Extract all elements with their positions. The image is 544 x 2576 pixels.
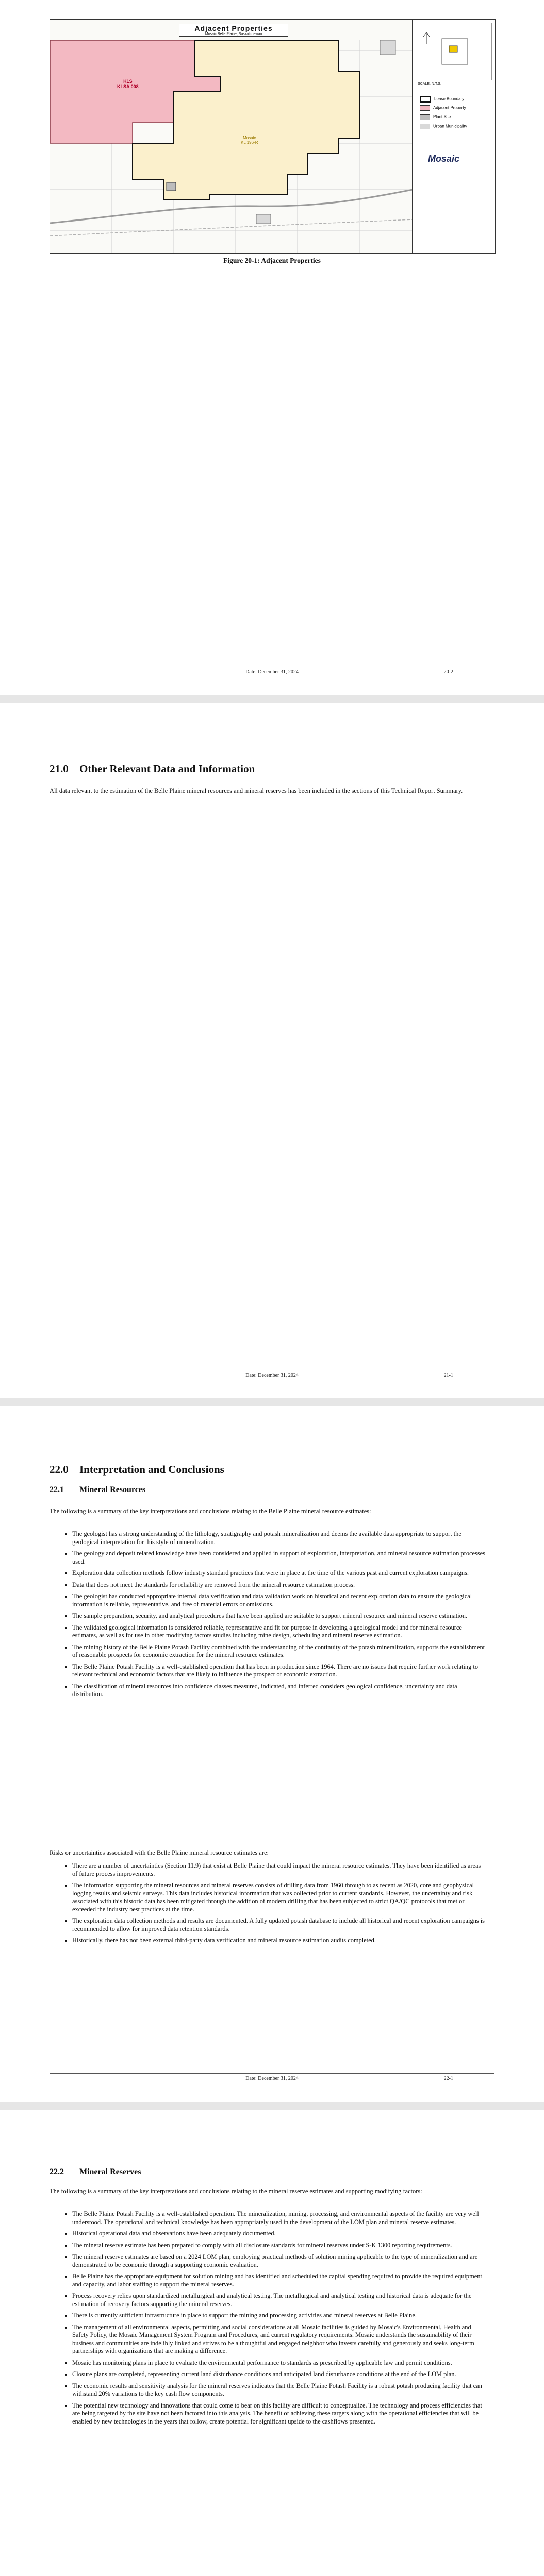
list-item: • There are a number of uncertainties (Section 11.9) that exist at Belle Plaine that could impact the mineral resource estimates. They have been identified as areas of future process improvements. [72,1862,487,1878]
intro-paragraph: The following is a summary of the key interpretations and conclusions relating to the mineral reserve estimates and supporting modifying factors: [50,2188,422,2195]
resource-bullet-list [50,1530,487,1702]
list-item: • The Belle Plaine Potash Facility is a well-established operation that has been in production since 1964. There are no issues that require further work relating to relevant technical and economic factors that are likely to influence the prospect of economic extraction. [72,1663,487,1679]
figure-caption: Figure 20-1: Adjacent Properties [223,257,321,264]
map-legend [412,20,495,253]
section-number: 21.0 [50,762,69,775]
list-item: • Data that does not meet the standards for reliability are removed from the mineral resource estimation process. [72,1581,487,1589]
list-item: • The mineral reserve estimate has been prepared to comply with all disclosure standards for mineral reserves under S-K 1300 reporting requirements. [72,2242,487,2250]
subsection-number: 22.1 [50,1485,64,1494]
page-number: 22-1 [443,2076,453,2081]
footer-date: Date: December 31, 2024 [245,669,299,675]
list-item: • The geology and deposit related knowledge have been considered and applied in support of exploration, interpretation, and mineral resource estimation processes used. [72,1550,487,1566]
list-item: • Historically, there has not been external third-party data verification and mineral resource estimation audits completed. [72,1937,487,1945]
legend-item-adjacent [420,105,466,111]
page-22-2 [0,2110,544,2576]
map-title-box [179,24,288,37]
subsection-heading [50,1485,145,1495]
list-item: • Belle Plaine has the appropriate equipment for solution mining and has identified and scheduled the capital spending required to provide the required equipment and capacity, and labor staffing to support the mineral reserves. [72,2273,487,2289]
list-item: • The Belle Plaine Potash Facility is a well-established operation. The mineralization, mining, processing, and environmental aspects of the facility are very well understood. The operational and technical knowledge has been appropriately used in the development of the LOM plan and mineral reserve estimates. [72,2210,487,2226]
list-item: • The geologist has conducted appropriate internal data verification and data validation work on historical and recent exploration data to ensure the geological information is reliable, representative, and free of material errors or omissions. [72,1592,487,1608]
page-20-2 [0,0,544,695]
map-subtitle: Mosaic Belle Plaine, Saskatchewan [205,32,262,36]
page-footer [50,1370,494,1379]
list-item: • The mineral reserve estimates are based on a 2024 LOM plan, employing practical methods of solution mining applicable to the type of mineralization and are demonstrated to be economic through a supporting economic evaluation. [72,2253,487,2269]
map-drawing [50,20,413,253]
page-footer [50,2073,494,2082]
subsection-title: Mineral Resources [79,1485,146,1494]
subsection-number: 22.2 [50,2167,64,2176]
section-title: Other Relevant Data and Information [79,762,255,775]
list-item: • The validated geological information is considered reliable, representative and fit for purpose in developing a geological model and for mineral resource estimates, as well as for use in other modifying factors studies including mine design, scheduling and mineral reserve estimation. [72,1624,487,1640]
page-number: 21-1 [443,1372,453,1378]
mosaic-name: Mosaic [243,135,256,140]
legend-label: Urban Municipality [433,124,467,129]
location-inset-icon [416,23,491,80]
section-number: 22.0 [50,1463,69,1476]
section-heading [50,762,255,775]
lease-swatch [420,96,431,103]
resource-risk-list [50,1862,487,1948]
list-item: • The economic results and sensitivity analysis for the mineral reserves indicates that the Belle Plaine Potash Facility is a robust potash producing facility that can withstand 20% variations to the key cash flow components. [72,2382,487,2398]
legend-item-urban [420,124,467,129]
k1s-name: K1S [123,79,133,84]
list-item: • Process recovery relies upon standardized metallurgical and analytical testing. The metallurgical and analytical testing and historical data is adequate for the estimation of recovery factors supporting the mineral reserves. [72,2292,487,2308]
adjacent-swatch [420,105,430,111]
list-item: • The classification of mineral resources into confidence classes measured, indicated, and inferred considers geological confidence, uncertainty and data distribution. [72,1683,487,1699]
list-item: • Closure plans are completed, representing current land disturbance conditions and anticipated land disturbance conditions at the end of the LOM plan. [72,2370,487,2379]
list-item: • The mining history of the Belle Plaine Potash Facility combined with the understanding of the continuity of the potash mineralization, supports the establishment of reasonable prospects for economic extraction for the mineral resource estimates. [72,1643,487,1659]
plant-site [167,182,176,191]
intro-paragraph: The following is a summary of the key interpretations and conclusions relating to the Belle Plaine mineral resource estimates: [50,1507,371,1515]
north-arrow-box [416,23,492,80]
list-item: • The geologist has a strong understanding of the lithology, stratigraphy and potash mineralization and deems the available data appropriate to support the geological interpretation for this style of mineralization. [72,1530,487,1546]
mosaic-label [241,135,258,145]
list-item: • Exploration data collection methods follow industry standard practices that were in place at the time of the various past and current exploration campaigns. [72,1569,487,1578]
urban-municipality [380,40,395,55]
legend-item-plant [420,114,451,120]
k1s-code: KLSA 008 [117,84,139,89]
list-item: • The potential new technology and innovations that could come to bear on this facility are difficult to conceptualize. The technology and process efficiencies that are being targeted by the site have not been factored into this analysis. The benefit of achieving these targets along with the operational efficiencies that will be enabled by new technologies in the years that follow, create potential for significant upside to the cashflows presented. [72,2402,487,2426]
list-item: • The information supporting the mineral resources and mineral reserves consists of drilling data from 1960 through to as recent as 2020, core and geophysical logging results and seismic surveys. This data includes historical information that was collected prior to current standards. However, the uncertainty and risk associated with this historic data has been mitigated through the addition of modern drilling that has been subjected to strict QA/QC protocols that met or exceeded the industry best practices at the time. [72,1882,487,1913]
page-22-1 [0,1406,544,2102]
list-item: • There is currently sufficient infrastructure in place to support the mining and processing activities and mineral reserves at Belle Plaine. [72,2312,487,2320]
footer-date: Date: December 31, 2024 [245,2076,299,2081]
legend-label: Adjacent Property [433,105,466,110]
list-item: • Historical operational data and observations have been adequately documented. [72,2230,487,2238]
page-footer [50,667,494,675]
list-item: • The exploration data collection methods and results are documented. A fully updated potash database to include all historical and recent exploration campaigns is recommended to allow for improved data retention standards. [72,1917,487,1933]
logo-text: Mosaic [428,154,460,164]
scale-text: SCALE: N.T.S. [418,82,441,86]
legend-item-lease [420,96,464,103]
list-item: • Mosaic has monitoring plans in place to evaluate the environmental performance to standards as prescribed by applicable law and permit conditions. [72,2359,487,2367]
page-number: 20-2 [443,669,453,675]
mosaic-code: KL 196-R [241,140,258,145]
section-heading [50,1463,224,1476]
adjacent-properties-map [50,19,496,254]
risk-intro: Risks or uncertainties associated with the Belle Plaine mineral resource estimates are: [50,1849,269,1856]
reserve-bullet-list [50,2210,487,2429]
section-title: Interpretation and Conclusions [79,1463,224,1476]
plant-swatch [420,114,430,120]
urban-swatch [420,124,430,129]
footer-date: Date: December 31, 2024 [245,1372,299,1378]
legend-label: Lease Boundary [434,96,465,101]
subsection-title: Mineral Reserves [79,2167,141,2176]
mosaic-logo [428,154,459,164]
k1s-label [117,79,139,89]
subsection-heading [50,2167,141,2177]
list-item: • The sample preparation, security, and analytical procedures that have been applied are suitable to support mineral resource and mineral reserve estimation. [72,1612,487,1620]
list-item: • The management of all environmental aspects, permitting and social considerations at all Mosaic facilities is guided by Mosaic's Environmental, Health and Safety Policy, the Mosaic Management System Program and Procedures, and current regulatory requirements. Mosaic understands the sustainability of their business and communities are indelibly linked and strives to be a thoughtful and engaged neighbor who invests carefully and generously and seeks long-term partnerships with organizations that are making a difference. [72,2324,487,2355]
map-title: Adjacent Properties [194,24,273,32]
page-21-1 [0,703,544,1398]
body-paragraph: All data relevant to the estimation of the Belle Plaine mineral resources and mineral reserves has been included in the sections of this Technical Report Summary. [50,787,463,794]
legend-label: Plant Site [433,114,451,120]
